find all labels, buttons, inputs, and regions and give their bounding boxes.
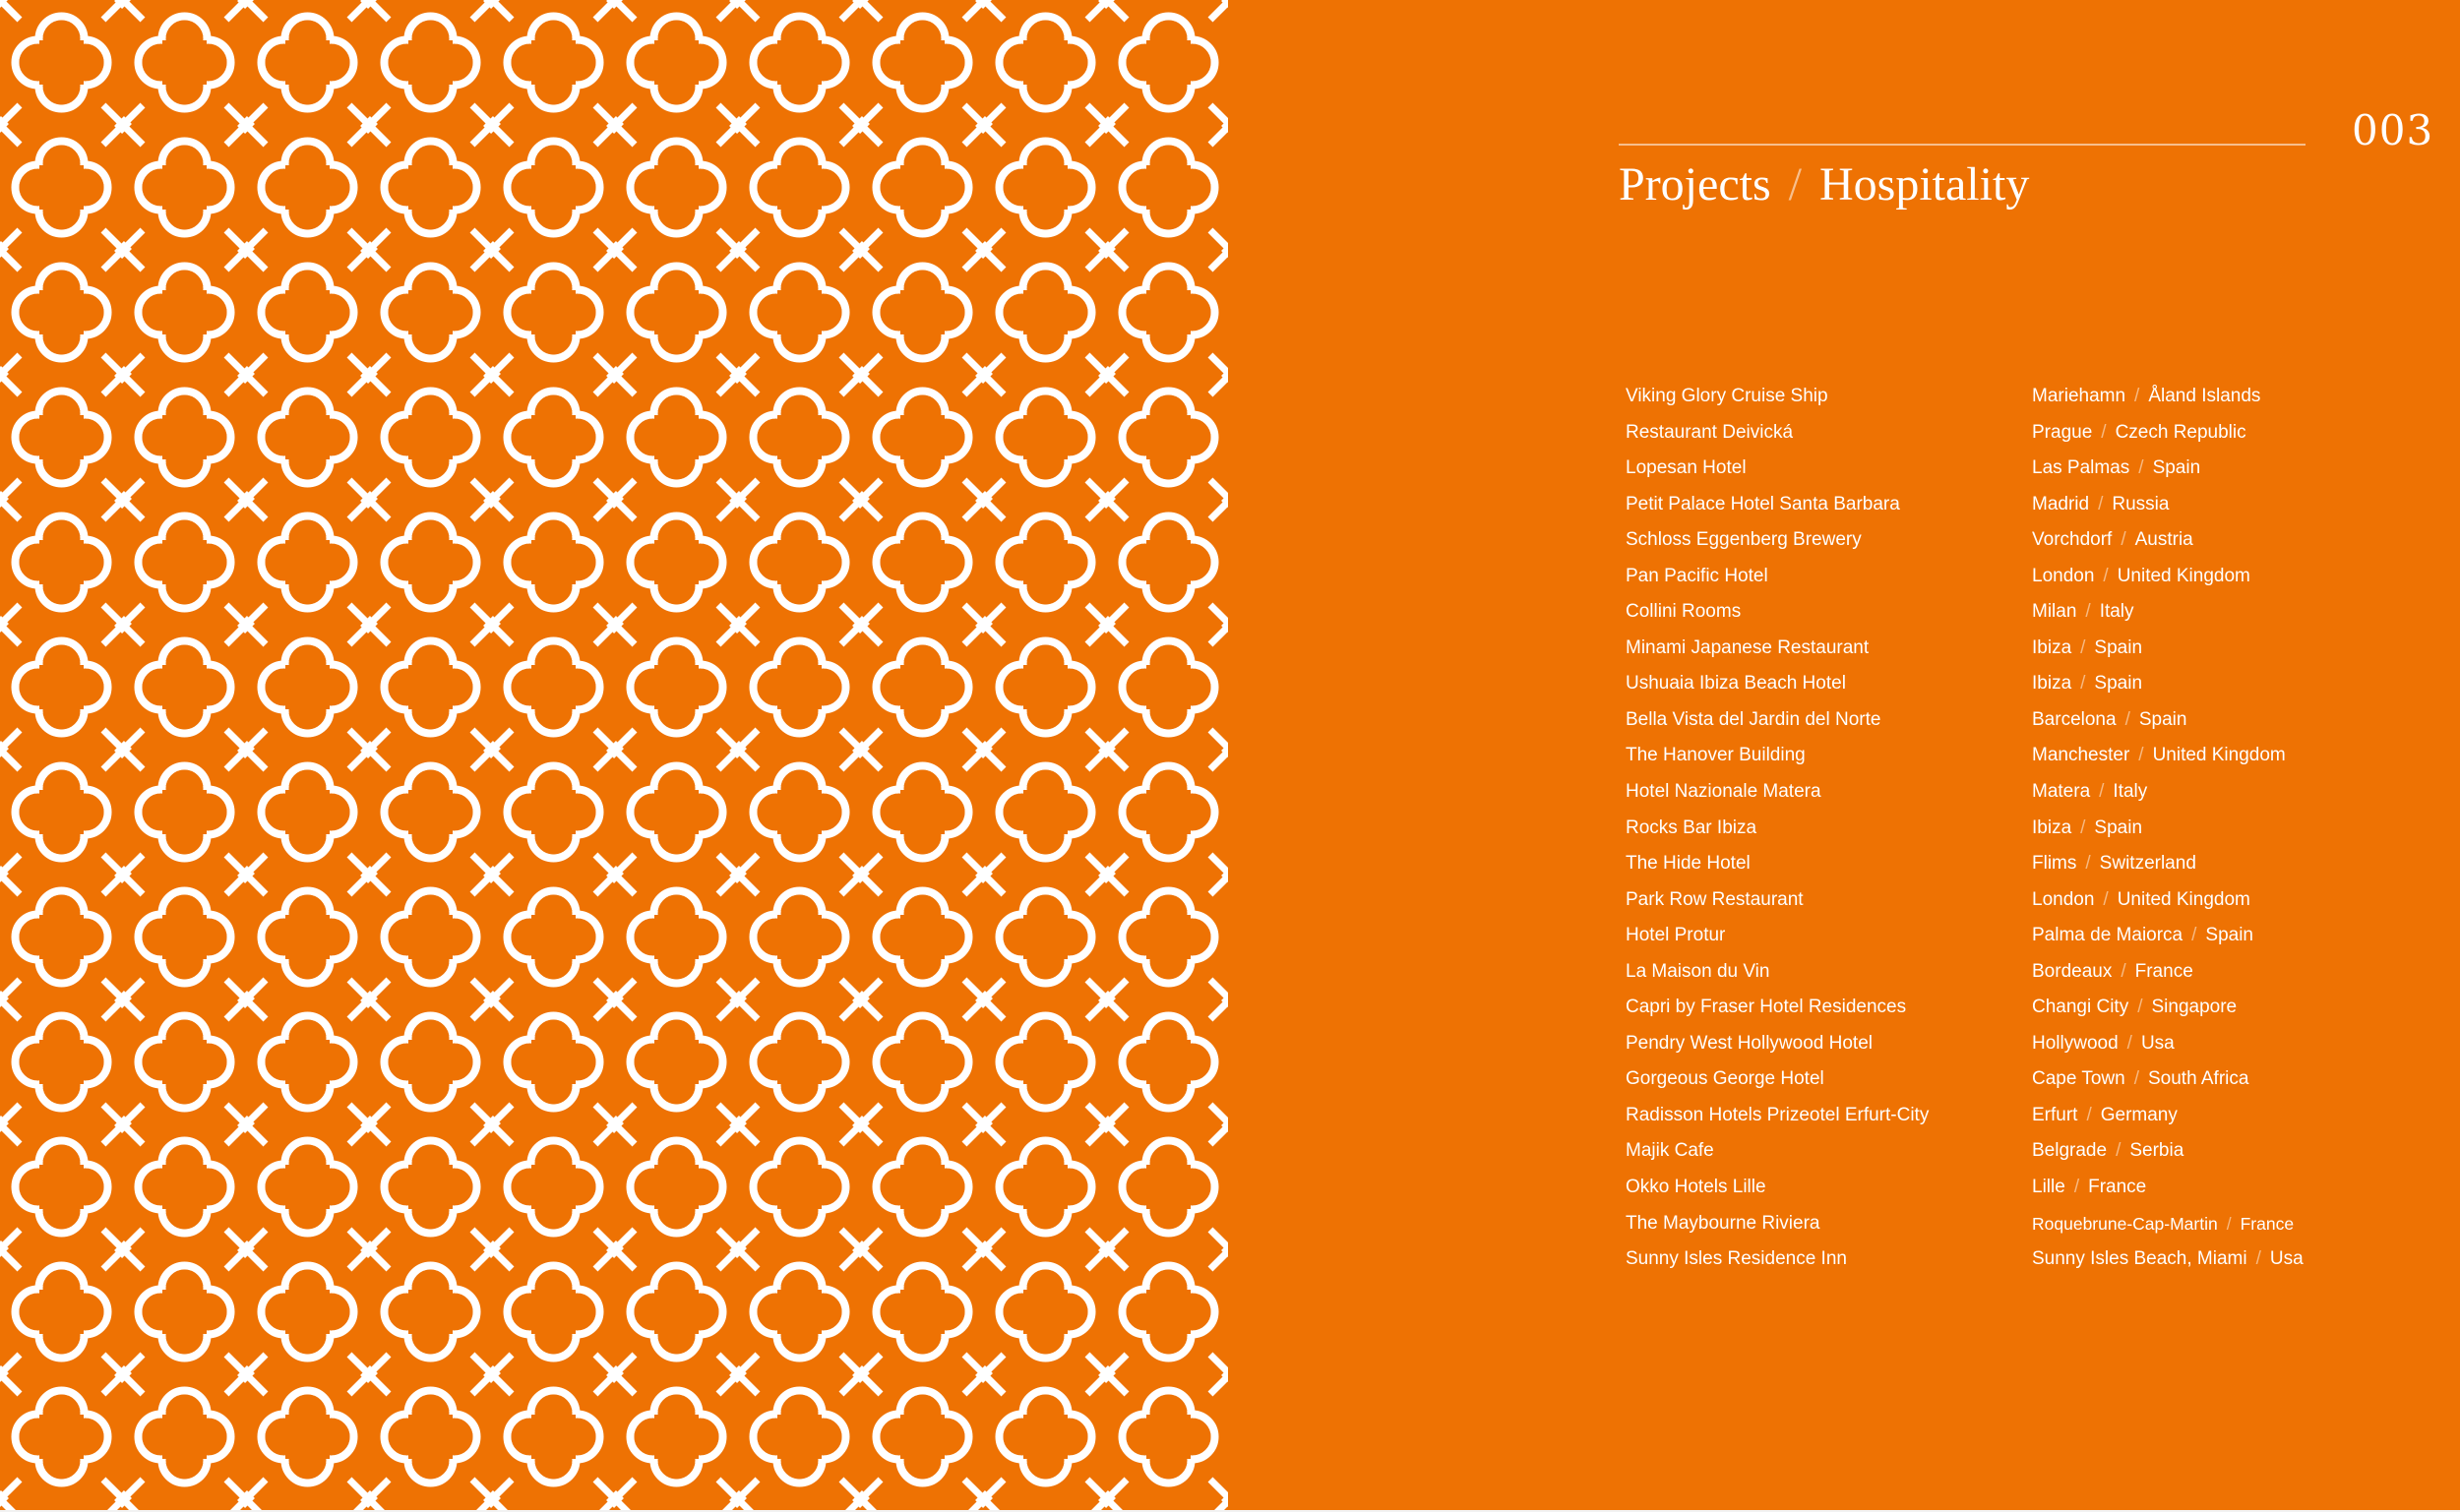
project-location xyxy=(2032,1170,2304,1206)
location-country: Spain xyxy=(2205,925,2254,946)
location-country: United Kingdom xyxy=(2117,888,2250,910)
project-location xyxy=(2032,666,2304,702)
location-separator: / xyxy=(2255,1248,2261,1270)
project-name: Viking Glory Cruise Ship xyxy=(1626,386,1828,406)
location-city: Roquebrune-Cap-Martin xyxy=(2032,1213,2218,1234)
project-name: Collini Rooms xyxy=(1626,601,1742,623)
location-city: Flims xyxy=(2032,853,2077,875)
location-separator: / xyxy=(2121,960,2126,982)
project-location xyxy=(2032,738,2304,774)
project-name: Minami Japanese Restaurant xyxy=(1626,636,1870,658)
location-city: Erfurt xyxy=(2032,1104,2078,1125)
location-separator: / xyxy=(2099,781,2105,803)
project-name: Capri by Fraser Hotel Residences xyxy=(1626,997,1907,1018)
location-country: Switzerland xyxy=(2099,853,2196,875)
location-country: Germany xyxy=(2100,1104,2178,1125)
project-location xyxy=(2032,594,2304,631)
location-separator: / xyxy=(2226,1213,2232,1234)
location-country: Spain xyxy=(2094,673,2143,695)
location-country: Singapore xyxy=(2151,997,2238,1018)
project-location xyxy=(2032,1241,2304,1278)
title-separator: / xyxy=(1788,158,1802,211)
location-country: United Kingdom xyxy=(2117,565,2250,586)
location-city: London xyxy=(2032,888,2095,910)
project-location xyxy=(2032,379,2304,415)
location-separator: / xyxy=(2098,493,2104,514)
location-separator: / xyxy=(2085,601,2091,623)
location-city: Ibiza xyxy=(2032,673,2072,695)
location-separator: / xyxy=(2191,925,2197,946)
location-country: Czech Republic xyxy=(2115,421,2246,443)
location-city: Sunny Isles Beach, Miami xyxy=(2032,1248,2247,1270)
location-country: Spain xyxy=(2138,708,2187,730)
location-separator: / xyxy=(2103,565,2109,586)
project-location xyxy=(2032,451,2304,487)
project-name: Radisson Hotels Prizeotel Erfurt-City xyxy=(1626,1104,1930,1125)
location-separator: / xyxy=(2138,745,2144,766)
project-location xyxy=(2032,918,2304,954)
project-name: Bella Vista del Jardin del Norte xyxy=(1626,708,1881,730)
location-separator: / xyxy=(2101,421,2107,443)
project-name: Majik Cafe xyxy=(1626,1140,1714,1162)
project-name: Petit Palace Hotel Santa Barbara xyxy=(1626,493,1900,514)
project-location xyxy=(2032,522,2304,559)
project-location xyxy=(2032,774,2304,811)
header-divider xyxy=(1619,144,2306,146)
location-country: Italy xyxy=(2113,781,2148,803)
project-name: Hotel Protur xyxy=(1626,925,1726,946)
project-name: The Maybourne Riviera xyxy=(1626,1212,1820,1234)
location-city: Ibiza xyxy=(2032,816,2072,838)
location-country: Spain xyxy=(2094,816,2143,838)
project-location xyxy=(2032,631,2304,667)
location-country: United Kingdom xyxy=(2152,745,2286,766)
project-name: Gorgeous George Hotel xyxy=(1626,1068,1824,1090)
location-country: South Africa xyxy=(2148,1068,2249,1090)
location-separator: / xyxy=(2121,529,2126,551)
location-separator: / xyxy=(2103,888,2109,910)
location-country: France xyxy=(2134,960,2193,982)
project-name: Park Row Restaurant xyxy=(1626,888,1804,910)
location-country: Åland Islands xyxy=(2148,386,2261,406)
location-separator: / xyxy=(2080,816,2086,838)
location-city: Changi City xyxy=(2032,997,2129,1018)
project-name: Pan Pacific Hotel xyxy=(1626,565,1768,586)
project-name: Rocks Bar Ibiza xyxy=(1626,816,1757,838)
title-category: Hospitality xyxy=(1818,158,2030,211)
location-city: Bordeaux xyxy=(2032,960,2113,982)
project-name: Ushuaia Ibiza Beach Hotel xyxy=(1626,673,1846,695)
location-separator: / xyxy=(2080,636,2086,658)
project-name: Hotel Nazionale Matera xyxy=(1626,781,1821,803)
location-country: France xyxy=(2088,1177,2147,1198)
location-country: Russia xyxy=(2112,493,2170,514)
location-separator: / xyxy=(2134,386,2140,406)
project-name: La Maison du Vin xyxy=(1626,960,1770,982)
location-country: France xyxy=(2240,1213,2295,1234)
project-name: Pendry West Hollywood Hotel xyxy=(1626,1032,1873,1054)
location-separator: / xyxy=(2116,1140,2122,1162)
location-city: Madrid xyxy=(2032,493,2090,514)
project-location-list xyxy=(2032,379,2304,1278)
location-separator: / xyxy=(2085,853,2091,875)
location-separator: / xyxy=(2086,1104,2092,1125)
project-name: Schloss Eggenberg Brewery xyxy=(1626,529,1862,551)
project-location xyxy=(2032,415,2304,452)
location-city: Palma de Maiorca xyxy=(2032,925,2183,946)
project-location xyxy=(2032,559,2304,595)
project-location xyxy=(2032,846,2304,882)
page-number: 003 xyxy=(2352,106,2434,154)
project-location xyxy=(2032,1206,2304,1242)
location-separator: / xyxy=(2137,997,2143,1018)
project-name: Okko Hotels Lille xyxy=(1626,1177,1766,1198)
location-separator: / xyxy=(2133,1068,2139,1090)
project-location xyxy=(2032,990,2304,1026)
location-city: Matera xyxy=(2032,781,2091,803)
location-country: Austria xyxy=(2134,529,2193,551)
project-name: Lopesan Hotel xyxy=(1626,457,1747,479)
location-city: London xyxy=(2032,565,2095,586)
location-city: Manchester xyxy=(2032,745,2130,766)
project-location xyxy=(2032,811,2304,847)
project-name-list xyxy=(1626,379,1929,1278)
location-country: Serbia xyxy=(2129,1140,2184,1162)
location-separator: / xyxy=(2126,1032,2132,1054)
location-separator: / xyxy=(2138,457,2144,479)
title-section: Projects xyxy=(1619,158,1771,211)
location-city: Prague xyxy=(2032,421,2093,443)
location-separator: / xyxy=(2080,673,2086,695)
project-name: Sunny Isles Residence Inn xyxy=(1626,1248,1847,1270)
location-country: Usa xyxy=(2269,1248,2304,1270)
location-city: Vorchdorf xyxy=(2032,529,2113,551)
project-location xyxy=(2032,1098,2304,1134)
location-country: Spain xyxy=(2094,636,2143,658)
project-location xyxy=(2032,702,2304,739)
quatrefoil-pattern-panel xyxy=(0,0,1228,1510)
location-city: Hollywood xyxy=(2032,1032,2119,1054)
project-name: Restaurant Deivická xyxy=(1626,421,1794,443)
location-city: Milan xyxy=(2032,601,2077,623)
project-location xyxy=(2032,487,2304,523)
project-location xyxy=(2032,1061,2304,1098)
location-country: Spain xyxy=(2152,457,2201,479)
location-city: Las Palmas xyxy=(2032,457,2130,479)
project-name: The Hide Hotel xyxy=(1626,853,1751,875)
location-city: Barcelona xyxy=(2032,708,2117,730)
location-country: Italy xyxy=(2099,601,2134,623)
location-country: Usa xyxy=(2140,1032,2175,1054)
location-separator: / xyxy=(2124,708,2130,730)
location-city: Ibiza xyxy=(2032,636,2072,658)
page-title xyxy=(1619,157,2029,212)
location-city: Lille xyxy=(2032,1177,2065,1198)
project-location xyxy=(2032,954,2304,991)
project-name: The Hanover Building xyxy=(1626,745,1806,766)
project-location xyxy=(2032,882,2304,919)
location-city: Belgrade xyxy=(2032,1140,2108,1162)
pattern-graphic xyxy=(0,0,1228,1510)
project-location xyxy=(2032,1133,2304,1170)
location-separator: / xyxy=(2073,1177,2080,1198)
location-city: Cape Town xyxy=(2032,1068,2125,1090)
location-city: Mariehamn xyxy=(2032,386,2126,406)
project-location xyxy=(2032,1026,2304,1062)
